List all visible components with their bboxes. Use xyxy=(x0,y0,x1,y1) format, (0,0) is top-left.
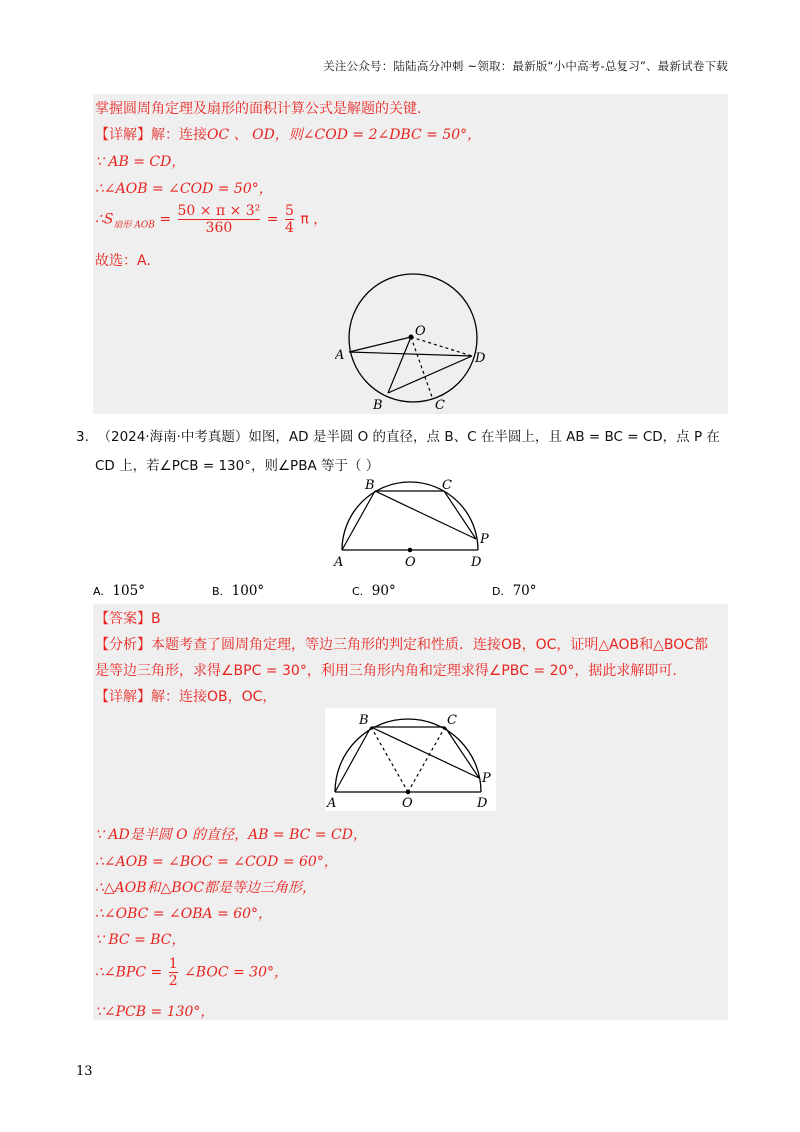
fig1-label-c: C xyxy=(435,398,445,413)
detail-step-5: ∵ BC = BC， xyxy=(95,932,186,948)
therefore-line-1: ∴∠AOB = ∠COD = 50°， xyxy=(95,181,273,197)
detail-step-7: ∵∠PCB = 130°， xyxy=(95,1004,215,1020)
fig1-label-a: A xyxy=(335,348,345,363)
detail-step-6: ∴∠BPC = $\frac{1}{2}$ ∠BOC = 30°， xyxy=(95,956,288,990)
fig2-label-a: A xyxy=(334,555,344,570)
option-b[interactable]: B. 100° xyxy=(212,583,265,599)
analysis-line-2: 是等边三角形，求得∠BPC = 30°，利用三角形内角和定理求得∠PBC = 20°，据此求解即可. xyxy=(95,663,677,679)
choose-line: 故选：A. xyxy=(95,253,151,269)
option-a[interactable]: A. 105° xyxy=(93,583,145,599)
detail-step-3: ∴△AOB和△BOC都是等边三角形， xyxy=(95,880,317,896)
semicircle-figure-3 xyxy=(325,708,496,811)
fig2-label-o: O xyxy=(405,555,416,570)
option-d[interactable]: D. 70° xyxy=(492,583,537,599)
fig3-label-d: D xyxy=(477,796,488,811)
detail-line-1: 【详解】解：连接OC 、 OD，则∠COD = 2∠DBC = 50°， xyxy=(95,127,482,143)
area-formula-line: $\therefore S_{扇形 AOB}$ = $\frac{\text{50 × π × 3²}}{360}$ = $\frac{5}{4}$ π ， xyxy=(95,203,328,237)
fig1-label-b: B xyxy=(373,398,383,413)
fig3-label-a: A xyxy=(327,796,337,811)
fig2-label-b: B xyxy=(365,478,375,493)
answer-line: 【答案】B xyxy=(95,611,161,627)
fig2-label-d: D xyxy=(471,555,482,570)
question-3-stem-1: 3. （2024·海南·中考真题）如图，AD 是半圆 O 的直径，点 B、C 在半圆上，且 AB = BC = CD，点 P 在 xyxy=(76,429,720,445)
fig3-label-o: O xyxy=(402,796,413,811)
fig3-label-b: B xyxy=(359,713,369,728)
semicircle-figure-2 xyxy=(330,476,500,572)
detail-step-4: ∴∠OBC = ∠OBA = 60°， xyxy=(95,906,273,922)
half-fraction: $\frac{1}{2}$ xyxy=(168,956,178,990)
analysis-line-1: 【分析】本题考查了圆周角定理，等边三角形的判定和性质．连接OB，OC，证明△AOB和△BOC都 xyxy=(95,637,709,653)
option-c[interactable]: C. 90° xyxy=(352,583,396,599)
key-point-line: 掌握圆周角定理及扇形的面积计算公式是解题的关键. xyxy=(95,101,422,117)
fig1-label-d: D xyxy=(475,351,486,366)
fig3-label-p: P xyxy=(482,771,491,786)
fig2-label-c: C xyxy=(442,478,452,493)
fig3-label-c: C xyxy=(447,713,457,728)
fig2-label-p: P xyxy=(480,532,489,547)
area-result-fraction: $\frac{5}{4}$ xyxy=(284,203,294,237)
question-3-stem-2: CD 上，若∠PCB = 130°，则∠PBA 等于（ ） xyxy=(95,458,380,474)
detail-line-2: 【详解】解：连接OB，OC， xyxy=(95,689,277,705)
fig1-label-o: O xyxy=(415,324,426,339)
detail-step-2: ∴∠AOB = ∠BOC = ∠COD = 60°， xyxy=(95,854,338,870)
circle-figure-1 xyxy=(335,266,495,416)
area-fraction: $\frac{\text{50 × π × 3²}}{360}$ xyxy=(177,203,261,237)
page-number: 13 xyxy=(76,1064,93,1079)
page-header: 关注公众号：陆陆高分冲刺 ~领取：最新版“小中高考-总复习”、最新试卷下载 xyxy=(323,59,728,73)
because-line-1: ∵ AB = CD， xyxy=(95,154,186,170)
detail-step-1: ∵ AD是半圆 O 的直径，AB = BC = CD， xyxy=(95,827,367,843)
